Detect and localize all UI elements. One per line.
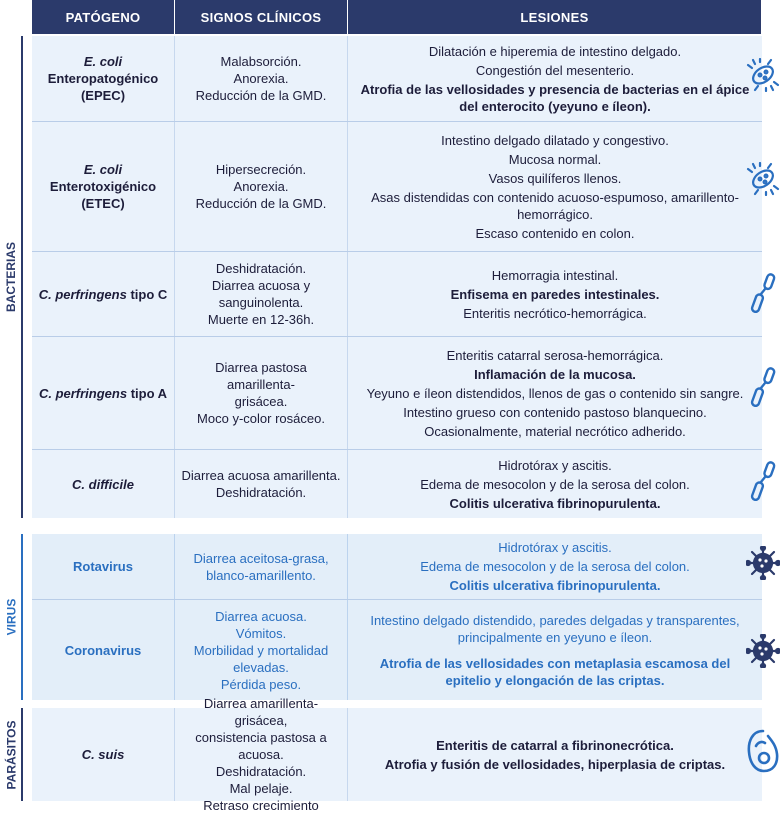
lesions-cell: Hemorragia intestinal. Enfisema en paredes intestinales. Enteritis necrótico-hemorrágica. (450, 267, 660, 321)
signs-cell: Malabsorción. Anorexia. Reducción de la GMD. (175, 36, 348, 121)
pathogen-cell: Rotavirus (32, 534, 175, 599)
lesions-cell: Hidrotórax y ascitis. Edema de mesocolon y de la serosa del colon. Colitis ulcerativa fibrinopurulenta. (420, 457, 690, 511)
signs-cell: Diarrea acuosa amarillenta. Deshidratación. (175, 450, 348, 518)
table-row-rotavirus (32, 534, 762, 599)
pathogen-cell: E. coli Enterotoxigénico (ETEC) (32, 122, 175, 251)
lesions-cell: Intestino delgado dilatado y congestivo. Mucosa normal. Vasos quilíferos llenos. Asas distendidas con contenido acuoso-espumoso, amarillento-hemorrágico. Escaso contenido en colon. (371, 132, 739, 241)
signs-cell: Deshidratación. Diarrea acuosa y sanguinolenta. Muerte en 12-36h. (175, 252, 348, 336)
signs-cell: Diarrea aceitosa-grasa, blanco-amarillento. (175, 534, 348, 599)
pathogen-cell: Coronavirus (32, 600, 175, 700)
lesions-cell: Dilatación e hiperemia de intestino delgado. Congestión del mesenterio. Atrofia de las vellosidades y presencia de bacterias en el ápice del enterocito (yeyuno e íleon). (360, 43, 750, 114)
bacillus-icon (746, 272, 780, 316)
signs-cell: Diarrea amarillenta-grisácea, consistencia pastosa a acuosa. Deshidratación. Mal pelaje. Retraso crecimiento (175, 708, 348, 801)
bacillus-icon (746, 366, 780, 410)
group-divider-parasites (21, 708, 23, 801)
group-label-parasites: PARÁSITOS (4, 720, 18, 789)
bacillus-icon (746, 460, 780, 504)
table-row-cdifficile (32, 450, 762, 518)
pathogen-cell: C. perfringens tipo C (32, 252, 175, 336)
group-label-virus: VIRUS (4, 598, 18, 636)
header-signs: SIGNOS CLÍNICOS (175, 0, 348, 34)
pathogen-cell: E. coli Enteropatogénico (EPEC) (32, 36, 175, 121)
bacteria-icon (746, 58, 780, 92)
parasite-icon (744, 728, 780, 774)
header-lesions: LESIONES (348, 0, 762, 34)
signs-cell: Diarrea pastosa amarillenta- grisácea. Moco y-color rosáceo. (175, 337, 348, 449)
table-row-cperfringens-a (32, 337, 762, 449)
virus-icon (746, 634, 780, 668)
lesions-cell: Enteritis de catarral a fibrinonecrótica. Atrofia y fusión de vellosidades, hiperplasia de criptas. (384, 737, 726, 772)
table-row-cperfringens-c (32, 252, 762, 336)
group-divider-virus (21, 534, 23, 700)
lesions-cell: Intestino delgado distendido, paredes delgadas y transparentes, principalmente en yeyuno e íleon. Atrofia de las vellosidades con metaplasia escamosa del epitelio y elongación de las criptas. (370, 612, 740, 688)
pathogen-cell: C. perfringens tipo A (32, 337, 175, 449)
bacteria-icon (746, 162, 780, 196)
virus-icon (746, 546, 780, 580)
group-label-bacteria: BACTERIAS (4, 241, 19, 313)
table-row-epec (32, 36, 762, 121)
signs-cell: Hipersecreción. Anorexia. Reducción de la GMD. (175, 122, 348, 251)
pathogen-cell: C. suis (32, 708, 175, 801)
lesions-cell: Hidrotórax y ascitis. Edema de mesocolon y de la serosa del colon. Colitis ulcerativa fibrinopurulenta. (420, 540, 690, 593)
table-row-etec (32, 122, 762, 251)
table-row-csuis (32, 696, 762, 813)
group-divider-bacteria (21, 36, 23, 518)
signs-cell: Diarrea acuosa. Vómitos. Morbilidad y mortalidad elevadas. Pérdida peso. (175, 600, 348, 700)
header-pathogen: PATÓGENO (32, 0, 175, 34)
table-row-coronavirus (32, 600, 762, 700)
pathogen-cell: C. difficile (32, 450, 175, 518)
lesions-cell: Enteritis catarral serosa-hemorrágica. Inflamación de la mucosa. Yeyuno e íleon distendidos, llenos de gas o contenido sin sangre. Intestino grueso con contenido pastoso blanquecino. Ocasionalmente, material necrótico adherido. (366, 347, 744, 439)
